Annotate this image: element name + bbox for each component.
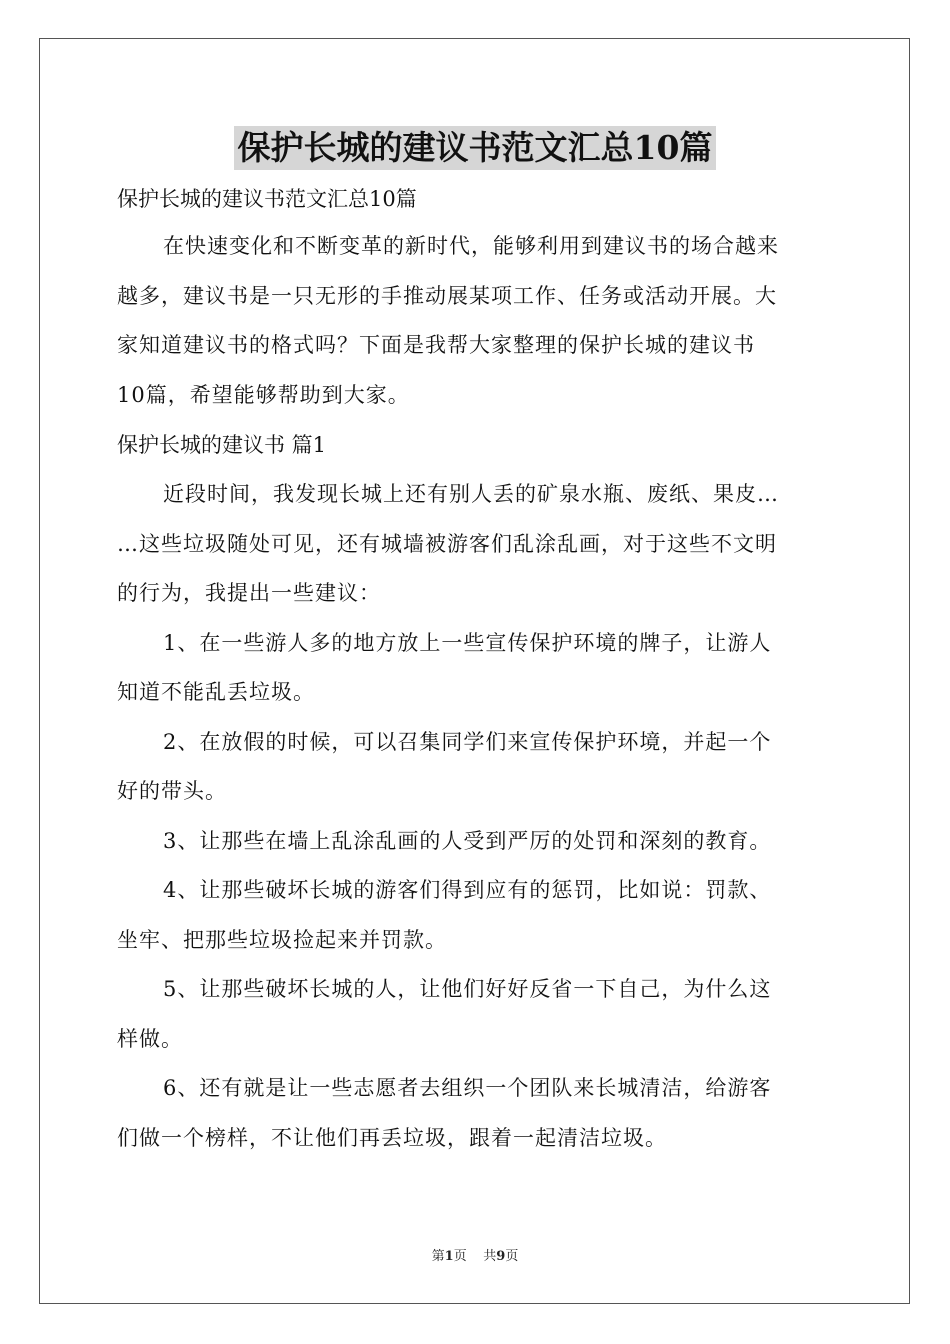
current-page-number: 1: [444, 1249, 454, 1264]
paragraph-line: 近段时间，我发现长城上还有别人丢的矿泉水瓶、废纸、果皮…: [163, 482, 779, 506]
suggestion-item-1: 1、在一些游人多的地方放上一些宣传保护环境的牌子，让游人: [163, 630, 772, 655]
paragraph-line: 在快速变化和不断变革的新时代，能够利用到建议书的场合越来: [163, 234, 779, 258]
document-body: [117, 176, 835, 1163]
document-subtitle: 保护长城的建议书范文汇总10篇: [117, 187, 417, 211]
total-page-count: 9: [496, 1249, 506, 1264]
paragraph-line: 越多，建议书是一只无形的手推动展某项工作、任务或活动开展。大: [117, 283, 777, 308]
title-container: [0, 126, 950, 170]
page-suffix: 页: [453, 1249, 467, 1264]
suggestion-item-5: 5、让那些破坏长城的人，让他们好好反省一下自己，为什么这: [163, 977, 772, 1001]
paragraph-line: 们做一个榜样，不让他们再丢垃圾，跟着一起清洁垃圾。: [117, 1125, 667, 1150]
page-prefix: 第: [431, 1249, 445, 1264]
suggestion-item-6: 6、还有就是让一些志愿者去组织一个团队来长城清洁，给游客: [163, 1076, 772, 1100]
paragraph-line: 家知道建议书的格式吗？下面是我帮大家整理的保护长城的建议书: [117, 333, 755, 357]
paragraph-line: 样做。: [117, 1026, 183, 1051]
total-suffix: 页: [505, 1249, 519, 1264]
total-prefix: 共: [483, 1249, 497, 1264]
paragraph-line: 10篇，希望能够帮助到大家。: [117, 382, 410, 407]
intro-paragraph: [117, 222, 835, 420]
paragraph-line: 知道不能乱丢垃圾。: [117, 680, 315, 704]
section-heading: 保护长城的建议书 篇1: [117, 433, 327, 457]
paragraph-line: 坐牢、把那些垃圾捡起来并罚款。: [117, 927, 447, 952]
paragraph-line: …这些垃圾随处可见，还有城墙被游客们乱涂乱画，对于这些不文明: [117, 531, 777, 556]
document-title: 保护长城的建议书范文汇总10篇: [234, 126, 717, 170]
page-footer: [0, 1248, 950, 1266]
suggestion-item-3: 3、让那些在墙上乱涂乱画的人受到严厉的处罚和深刻的教育。: [163, 828, 772, 853]
paragraph-line: 的行为，我提出一些建议：: [117, 581, 381, 605]
suggestion-item-2: 2、在放假的时候，可以召集同学们来宣传保护环境，并起一个: [163, 729, 772, 754]
section-body: [117, 470, 835, 1163]
paragraph-line: 好的带头。: [117, 779, 227, 803]
suggestion-item-4: 4、让那些破坏长城的游客们得到应有的惩罚，比如说：罚款、: [163, 878, 772, 902]
